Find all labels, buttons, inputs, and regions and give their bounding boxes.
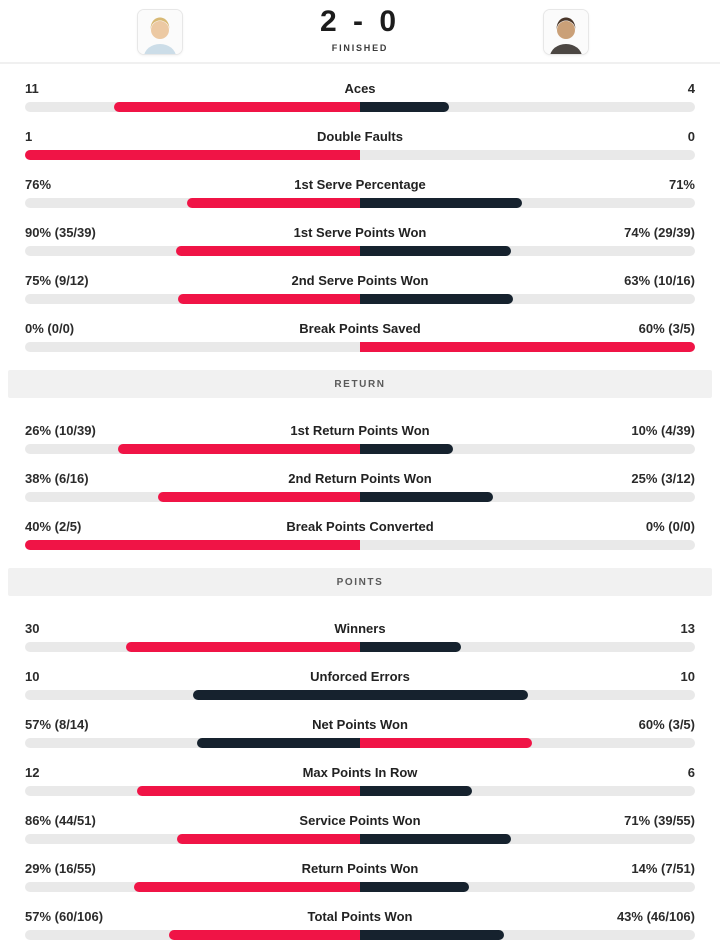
stat-values-line (25, 813, 695, 829)
section-title: RETURN (334, 378, 386, 390)
stat-row (0, 748, 720, 796)
home-value: 75% (9/12) (25, 273, 89, 288)
stat-row (0, 64, 720, 112)
stat-row (0, 652, 720, 700)
home-stat-bar (114, 102, 360, 112)
away-stat-bar (360, 492, 493, 502)
away-player-avatar[interactable] (543, 9, 589, 55)
stat-row (0, 844, 720, 892)
home-value: 76% (25, 177, 52, 192)
away-value: 6 (687, 765, 695, 780)
away-stat-bar (360, 246, 511, 256)
stat-bar-track (25, 882, 695, 892)
stat-bar-track (25, 738, 695, 748)
stat-values-line (25, 129, 695, 145)
away-value: 0 (687, 129, 695, 144)
stat-values-line (25, 765, 695, 781)
stat-label: Return Points Won (301, 861, 419, 876)
away-stat-bar (360, 786, 472, 796)
stat-label: Aces (344, 81, 376, 96)
stat-bar-track (25, 246, 695, 256)
stat-label: Winners (334, 621, 386, 636)
away-value: 4 (687, 81, 695, 96)
stat-row (0, 256, 720, 304)
match-status: FINISHED (331, 43, 389, 53)
stat-label: 2nd Serve Points Won (291, 273, 429, 288)
stat-label: 1st Return Points Won (290, 423, 430, 438)
home-value: 38% (6/16) (25, 471, 89, 486)
stat-bar-track (25, 540, 695, 550)
away-value: 10% (4/39) (631, 423, 695, 438)
stat-label: Break Points Converted (286, 519, 434, 534)
stat-values-line (25, 861, 695, 877)
score-block (0, 7, 720, 53)
section-title: POINTS (336, 576, 384, 588)
stats-list (0, 64, 720, 940)
away-stat-bar (360, 444, 453, 454)
stat-row (0, 208, 720, 256)
stat-bar-track (25, 930, 695, 940)
stat-label: Unforced Errors (310, 669, 410, 684)
stat-row (0, 796, 720, 844)
stat-label: Max Points In Row (302, 765, 418, 780)
stat-bar-track (25, 294, 695, 304)
home-value: 1 (25, 129, 33, 144)
away-value: 71% (668, 177, 695, 192)
home-value: 57% (8/14) (25, 717, 89, 732)
stat-row (0, 112, 720, 160)
home-value: 86% (44/51) (25, 813, 96, 828)
away-stat-bar (360, 738, 532, 748)
away-value: 60% (3/5) (638, 321, 695, 336)
home-value: 30 (25, 621, 40, 636)
away-value: 10 (680, 669, 695, 684)
stat-values-line (25, 669, 695, 685)
home-stat-bar (177, 834, 361, 844)
home-stat-bar (187, 198, 360, 208)
stat-values-line (25, 909, 695, 925)
stat-label: Net Points Won (312, 717, 408, 732)
stat-bar-track (25, 444, 695, 454)
away-stat-bar (360, 294, 513, 304)
stat-label: 1st Serve Points Won (293, 225, 427, 240)
home-value: 26% (10/39) (25, 423, 96, 438)
home-value: 0% (0/0) (25, 321, 75, 336)
home-value: 10 (25, 669, 40, 684)
home-stat-bar (193, 690, 361, 700)
home-stat-bar (118, 444, 360, 454)
away-value: 74% (29/39) (624, 225, 695, 240)
match-score: 2 - 0 (319, 5, 401, 38)
home-stat-bar (25, 540, 360, 550)
match-header (0, 0, 720, 64)
home-value: 40% (2/5) (25, 519, 82, 534)
section-header (8, 370, 712, 398)
stat-values-line (25, 519, 695, 535)
stat-row (0, 406, 720, 454)
away-value: 43% (46/106) (616, 909, 695, 924)
home-stat-bar (137, 786, 360, 796)
away-value: 25% (3/12) (631, 471, 695, 486)
stat-bar-track (25, 786, 695, 796)
away-stat-bar (360, 690, 528, 700)
away-stat-bar (360, 198, 522, 208)
stat-row (0, 454, 720, 502)
stat-row (0, 604, 720, 652)
stat-row (0, 160, 720, 208)
stat-bar-track (25, 642, 695, 652)
stat-values-line (25, 423, 695, 439)
stat-label: 1st Serve Percentage (294, 177, 426, 192)
away-value: 71% (39/55) (624, 813, 695, 828)
home-value: 11 (25, 81, 39, 96)
away-value: 63% (10/16) (624, 273, 695, 288)
away-stat-bar (360, 102, 449, 112)
away-stat-bar (360, 834, 511, 844)
stat-label: Double Faults (317, 129, 403, 144)
stat-values-line (25, 471, 695, 487)
player-portrait-dark-hair-icon (544, 10, 588, 54)
stat-label: Break Points Saved (299, 321, 421, 336)
stat-values-line (25, 273, 695, 289)
home-stat-bar (25, 150, 360, 160)
home-stat-bar (169, 930, 360, 940)
stat-values-line (25, 177, 695, 193)
section-header (8, 568, 712, 596)
away-stat-bar (360, 342, 695, 352)
away-value: 14% (7/51) (631, 861, 695, 876)
stat-bar-track (25, 690, 695, 700)
away-value: 60% (3/5) (638, 717, 695, 732)
home-stat-bar (178, 294, 360, 304)
home-value: 57% (60/106) (25, 909, 104, 924)
stat-bar-track (25, 342, 695, 352)
stat-bar-track (25, 834, 695, 844)
home-stat-bar (126, 642, 360, 652)
stat-values-line (25, 81, 695, 97)
stat-bar-track (25, 198, 695, 208)
away-stat-bar (360, 882, 469, 892)
stat-values-line (25, 717, 695, 733)
stat-bar-track (25, 492, 695, 502)
home-stat-bar (176, 246, 360, 256)
home-stat-bar (134, 882, 360, 892)
home-value: 90% (35/39) (25, 225, 96, 240)
stat-row (0, 892, 720, 940)
stat-label: 2nd Return Points Won (288, 471, 432, 486)
stat-values-line (25, 225, 695, 241)
stat-values-line (25, 621, 695, 637)
stat-row (0, 502, 720, 550)
home-value: 29% (16/55) (25, 861, 96, 876)
away-value: 0% (0/0) (645, 519, 695, 534)
stat-values-line (25, 321, 695, 337)
home-stat-bar (158, 492, 360, 502)
stat-label: Total Points Won (307, 909, 413, 924)
away-stat-bar (360, 642, 461, 652)
home-value: 12 (25, 765, 40, 780)
away-value: 13 (680, 621, 695, 636)
away-stat-bar (360, 930, 504, 940)
home-stat-bar (197, 738, 360, 748)
stat-row (0, 304, 720, 352)
stat-row (0, 700, 720, 748)
stat-bar-track (25, 102, 695, 112)
stat-bar-track (25, 150, 695, 160)
stat-label: Service Points Won (299, 813, 421, 828)
